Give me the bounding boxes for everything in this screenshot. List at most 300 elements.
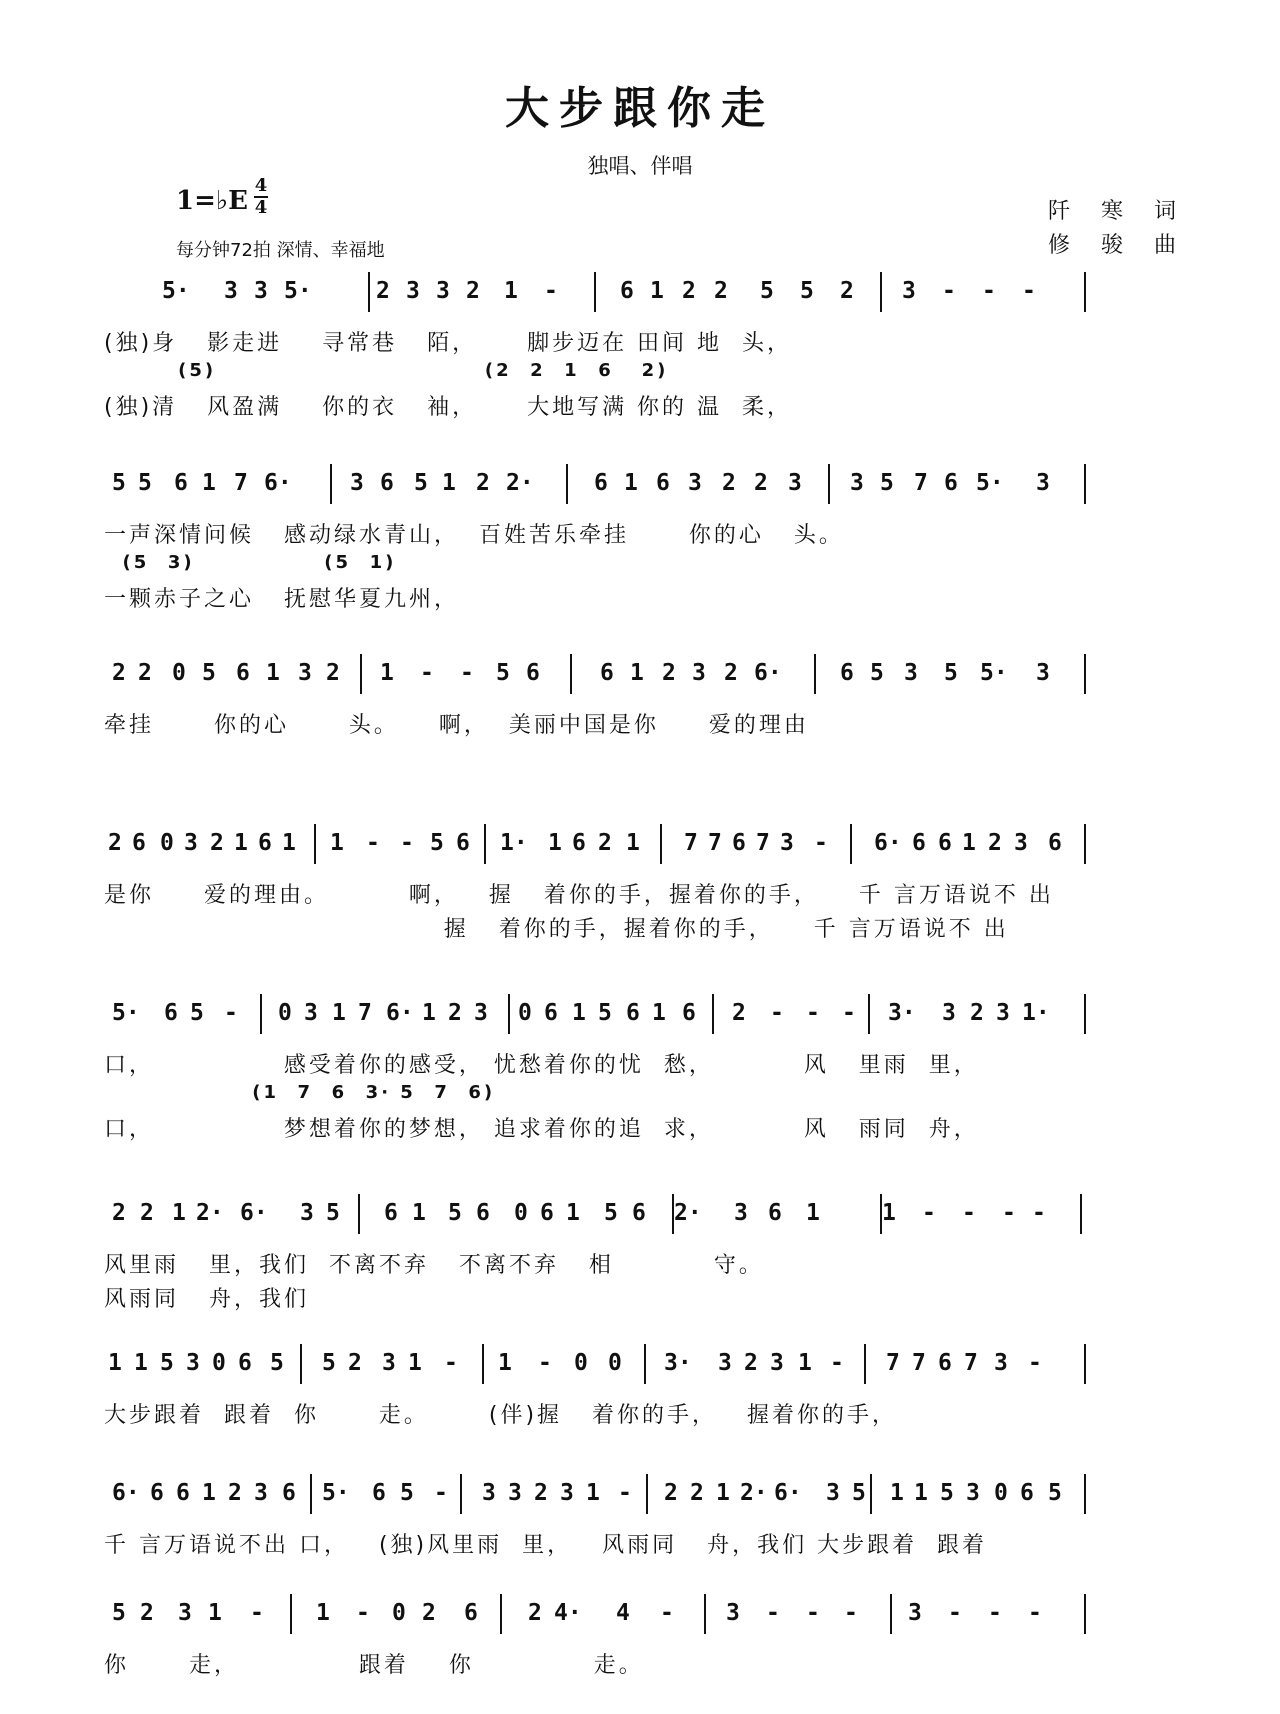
note: 6	[682, 1000, 696, 1026]
meter-bottom: 4	[254, 197, 268, 218]
note: 6	[150, 1480, 164, 1506]
barline	[864, 1344, 866, 1384]
note-row	[104, 1480, 1194, 1520]
note: -	[1032, 1200, 1046, 1226]
note: 3	[560, 1480, 574, 1506]
alt-notes: (5 3) (5 1)	[104, 552, 397, 573]
note: 5	[760, 278, 774, 304]
note: 3	[474, 1000, 488, 1026]
alt-notes: (5) (2 2 1 6 2)	[104, 360, 669, 381]
note: 2	[682, 278, 696, 304]
note: 7	[964, 1350, 978, 1376]
note: 3	[1014, 830, 1028, 856]
note: 0	[172, 660, 186, 686]
note: 1	[108, 1350, 122, 1376]
note: 3	[850, 470, 864, 496]
note: 5	[202, 660, 216, 686]
note: 6	[840, 660, 854, 686]
barline	[1084, 994, 1086, 1034]
note: 2	[534, 1480, 548, 1506]
note: -	[766, 1600, 780, 1626]
lyric-line: 一声深情问候 感动绿水青山， 百姓苦乐牵挂 你的心 头。	[104, 523, 844, 548]
note: -	[842, 1000, 856, 1026]
note: 5·	[162, 278, 190, 304]
note-row	[104, 830, 1194, 870]
note: 3	[482, 1480, 496, 1506]
note: 3	[826, 1480, 840, 1506]
note: 1	[716, 1480, 730, 1506]
barline	[672, 1194, 674, 1234]
note: 3	[688, 470, 702, 496]
meter-top: 4	[254, 175, 268, 196]
note: 6	[526, 660, 540, 686]
lyric-line: 口， 感受着你的感受， 忧愁着你的忧 愁， 风 里雨 里，	[104, 1053, 979, 1078]
note: 5	[944, 660, 958, 686]
barline	[360, 654, 362, 694]
note: 5	[270, 1350, 284, 1376]
note: 6	[600, 660, 614, 686]
lyric-line: 口， 梦想着你的梦想， 追求着你的追 求， 风 雨同 舟，	[104, 1117, 979, 1142]
note: -	[618, 1480, 632, 1506]
barline	[1084, 272, 1086, 312]
note: 3	[770, 1350, 784, 1376]
note: -	[1028, 1350, 1042, 1376]
note: 0	[574, 1350, 588, 1376]
alt-notes: (1 7 6 3· 5 7 6)	[104, 1082, 496, 1103]
note: 2	[140, 1600, 154, 1626]
note: 5	[414, 470, 428, 496]
note: 5	[940, 1480, 954, 1506]
barline	[704, 1594, 706, 1634]
note: 3	[908, 1600, 922, 1626]
note: -	[982, 278, 996, 304]
note-row	[104, 470, 1194, 510]
note: 5	[800, 278, 814, 304]
note: 1	[572, 1000, 586, 1026]
barline	[814, 654, 816, 694]
note: 2	[210, 830, 224, 856]
note: 0	[212, 1350, 226, 1376]
barline	[570, 654, 572, 694]
note: 7	[886, 1350, 900, 1376]
note: 3	[692, 660, 706, 686]
note: 6	[944, 470, 958, 496]
barline	[660, 824, 662, 864]
lyricist-credit: 阡 寒 词	[1048, 199, 1188, 224]
note: -	[224, 1000, 238, 1026]
note: 5·	[322, 1480, 350, 1506]
note: 5·	[976, 470, 1004, 496]
note: 3	[994, 1350, 1008, 1376]
note: 3	[734, 1200, 748, 1226]
subtitle: 独唱、伴唱	[587, 154, 693, 178]
note: 2	[376, 278, 390, 304]
barline	[566, 464, 568, 504]
note: 1	[630, 660, 644, 686]
note: 6	[938, 1350, 952, 1376]
lyric-line: (独)身 影走进 寻常巷 陌， 脚步迈在 田间 地 头，	[104, 331, 793, 356]
barline	[1084, 1594, 1086, 1634]
note: 0	[160, 830, 174, 856]
barline	[646, 1474, 648, 1514]
note-row	[104, 1200, 1194, 1240]
note: 3	[996, 1000, 1010, 1026]
note: 3	[904, 660, 918, 686]
note: 5	[880, 470, 894, 496]
note: -	[434, 1480, 448, 1506]
note: 3	[436, 278, 450, 304]
note: -	[460, 660, 474, 686]
note: 5·	[980, 660, 1008, 686]
note: -	[1002, 1200, 1016, 1226]
note: 3	[298, 660, 312, 686]
note: 1	[498, 1350, 512, 1376]
barline	[1084, 824, 1086, 864]
note: 6	[540, 1200, 554, 1226]
note: 3	[966, 1480, 980, 1506]
note: 1	[202, 470, 216, 496]
barline	[1084, 1344, 1086, 1384]
note: 0	[392, 1600, 406, 1626]
note: 2	[422, 1600, 436, 1626]
barline	[712, 994, 714, 1034]
note: -	[806, 1600, 820, 1626]
note: -	[250, 1600, 264, 1626]
note: 2	[690, 1480, 704, 1506]
note: 1	[626, 830, 640, 856]
lyric-line: 一颗赤子之心 抚慰华夏九州，	[104, 587, 459, 612]
note: 7	[234, 470, 248, 496]
page-title: 大步跟你走	[505, 83, 775, 134]
note: 0	[518, 1000, 532, 1026]
note: -	[366, 830, 380, 856]
note: 6	[380, 470, 394, 496]
note: 6	[384, 1200, 398, 1226]
barline	[358, 1194, 360, 1234]
note: 6·	[754, 660, 782, 686]
note: 1	[566, 1200, 580, 1226]
barline	[1084, 464, 1086, 504]
note: -	[544, 278, 558, 304]
note: 2	[732, 1000, 746, 1026]
note: 2·	[196, 1200, 224, 1226]
note: 6	[238, 1350, 252, 1376]
note: 2	[722, 470, 736, 496]
note: 1	[624, 470, 638, 496]
note: -	[660, 1600, 674, 1626]
note: 5	[112, 470, 126, 496]
note: 5	[604, 1200, 618, 1226]
note: -	[814, 830, 828, 856]
note: 6	[1020, 1480, 1034, 1506]
note: 6	[176, 1480, 190, 1506]
note: 2	[664, 1480, 678, 1506]
note: 3	[304, 1000, 318, 1026]
note: 3	[902, 278, 916, 304]
note: 6·	[240, 1200, 268, 1226]
note: 3	[254, 278, 268, 304]
note: 3	[254, 1480, 268, 1506]
note: 1	[412, 1200, 426, 1226]
note: 1	[208, 1600, 222, 1626]
note-row	[104, 1350, 1194, 1390]
note: 4·	[554, 1600, 582, 1626]
barline	[482, 1344, 484, 1384]
note: 1	[890, 1480, 904, 1506]
note: 1	[134, 1350, 148, 1376]
note: 1	[548, 830, 562, 856]
note: 6	[572, 830, 586, 856]
note: -	[400, 830, 414, 856]
note: 7	[912, 1350, 926, 1376]
note: 0	[278, 1000, 292, 1026]
barline	[890, 1594, 892, 1634]
note: 3·	[664, 1350, 692, 1376]
note: 2	[108, 830, 122, 856]
note: 5	[112, 1600, 126, 1626]
note: 6	[544, 1000, 558, 1026]
barline	[870, 1474, 872, 1514]
note: 0	[994, 1480, 1008, 1506]
note: 3	[184, 830, 198, 856]
note: 6·	[112, 1480, 140, 1506]
note: 6	[174, 470, 188, 496]
note: 3	[350, 470, 364, 496]
note: 5·	[112, 1000, 140, 1026]
note: -	[444, 1350, 458, 1376]
note: 1	[380, 660, 394, 686]
note: 5	[322, 1350, 336, 1376]
note: 2·	[506, 470, 534, 496]
lyric-line: 千 言万语说不出 口， (独)风里雨 里， 风雨同 舟，我们 大步跟着 跟着	[104, 1533, 988, 1558]
note: 5	[598, 1000, 612, 1026]
note: 1	[316, 1600, 330, 1626]
note: 1	[586, 1480, 600, 1506]
note: 3·	[888, 1000, 916, 1026]
note: 6	[768, 1200, 782, 1226]
note: 6	[938, 830, 952, 856]
note-row	[104, 660, 1194, 700]
note: 6	[372, 1480, 386, 1506]
note: -	[1028, 1600, 1042, 1626]
barline	[314, 824, 316, 864]
note: 1	[266, 660, 280, 686]
barline	[868, 994, 870, 1034]
note: 2·	[740, 1480, 768, 1506]
note: 7	[358, 1000, 372, 1026]
note: 2	[528, 1600, 542, 1626]
note: 1	[234, 830, 248, 856]
note: 3	[788, 470, 802, 496]
note: 5	[496, 660, 510, 686]
note: 3	[178, 1600, 192, 1626]
lyric-line: 是你 爱的理由。 啊， 握 着你的手，握着你的手， 千 言万语说不 出	[104, 883, 1054, 908]
barline	[460, 1474, 462, 1514]
note: 6	[620, 278, 634, 304]
note: 6	[236, 660, 250, 686]
note: 1	[282, 830, 296, 856]
note: 7	[756, 830, 770, 856]
note: 3	[224, 278, 238, 304]
note: 2	[724, 660, 738, 686]
note: 5	[400, 1480, 414, 1506]
note: 3	[1036, 660, 1050, 686]
note: 6	[732, 830, 746, 856]
note: 2	[112, 660, 126, 686]
note: 1	[504, 278, 518, 304]
note: 2	[988, 830, 1002, 856]
note: -	[830, 1350, 844, 1376]
note: 6	[164, 1000, 178, 1026]
note: 3	[780, 830, 794, 856]
note: 2·	[674, 1200, 702, 1226]
note: 2	[138, 660, 152, 686]
note: 6	[912, 830, 926, 856]
note: -	[770, 1000, 784, 1026]
note: 5·	[284, 278, 312, 304]
composer-credit: 修 骏 曲	[1048, 233, 1188, 258]
note: 1·	[500, 830, 528, 856]
note: -	[942, 278, 956, 304]
note: 2	[970, 1000, 984, 1026]
lyric-line: 风雨同 舟，我们	[104, 1287, 309, 1312]
note: 2	[326, 660, 340, 686]
time-signature	[254, 176, 268, 218]
barline	[1084, 1474, 1086, 1514]
note: 3	[718, 1350, 732, 1376]
note: 1·	[1022, 1000, 1050, 1026]
note: 2	[754, 470, 768, 496]
note: 2	[140, 1200, 154, 1226]
note: 2	[448, 1000, 462, 1026]
barline	[1084, 654, 1086, 694]
barline	[1080, 1194, 1082, 1234]
note: 0	[608, 1350, 622, 1376]
note: 3	[726, 1600, 740, 1626]
note: 1	[806, 1200, 820, 1226]
note: 2	[714, 278, 728, 304]
note: -	[1022, 278, 1036, 304]
note: -	[356, 1600, 370, 1626]
note: 5	[138, 470, 152, 496]
note: 5	[1048, 1480, 1062, 1506]
note: -	[922, 1200, 936, 1226]
barline	[508, 994, 510, 1034]
note: 6	[1048, 830, 1062, 856]
note: 1	[882, 1200, 896, 1226]
note-row	[104, 1000, 1194, 1040]
note: 6	[258, 830, 272, 856]
lyric-line: 你 走， 跟着 你 走。	[104, 1653, 644, 1678]
barline	[828, 464, 830, 504]
note: 5	[160, 1350, 174, 1376]
note: 6	[632, 1200, 646, 1226]
note: 6·	[264, 470, 292, 496]
note: 1	[408, 1350, 422, 1376]
barline	[484, 824, 486, 864]
note: 1	[652, 1000, 666, 1026]
barline	[260, 994, 262, 1034]
barline	[850, 824, 852, 864]
note: 2	[598, 830, 612, 856]
note: 0	[514, 1200, 528, 1226]
tempo-marking: 每分钟72拍 深情、幸福地	[176, 240, 385, 261]
note: 1	[422, 1000, 436, 1026]
note: 6	[132, 830, 146, 856]
note: 2	[348, 1350, 362, 1376]
note: 3	[300, 1200, 314, 1226]
note: 3	[406, 278, 420, 304]
note: 6	[282, 1480, 296, 1506]
note: 6	[476, 1200, 490, 1226]
note: 1	[330, 830, 344, 856]
note: -	[844, 1600, 858, 1626]
lyric-line: 大步跟着 跟着 你 走。 (伴)握 着你的手， 握着你的手，	[104, 1403, 898, 1428]
note: 4	[616, 1600, 630, 1626]
note-row	[104, 1600, 1194, 1640]
note: -	[988, 1600, 1002, 1626]
note: 7	[684, 830, 698, 856]
note: 1	[172, 1200, 186, 1226]
barline	[880, 272, 882, 312]
barline	[500, 1594, 502, 1634]
note: 2	[840, 278, 854, 304]
note: 6	[656, 470, 670, 496]
barline	[880, 1194, 882, 1234]
barline	[290, 1594, 292, 1634]
note: 5	[852, 1480, 866, 1506]
note: 2	[662, 660, 676, 686]
note: 5	[190, 1000, 204, 1026]
barline	[330, 464, 332, 504]
note: 2	[476, 470, 490, 496]
note: 6	[626, 1000, 640, 1026]
note: 3	[1036, 470, 1050, 496]
note: 6·	[774, 1480, 802, 1506]
note: 3	[186, 1350, 200, 1376]
note-row	[104, 278, 1194, 318]
note: 3	[382, 1350, 396, 1376]
note: 5	[326, 1200, 340, 1226]
note: 2	[112, 1200, 126, 1226]
lyric-line: 牵挂 你的心 头。 啊， 美丽中国是你 爱的理由	[104, 713, 809, 738]
note: 1	[442, 470, 456, 496]
key-signature: 1=♭E	[176, 186, 248, 216]
note: 6	[594, 470, 608, 496]
note: 5	[448, 1200, 462, 1226]
note: 2	[744, 1350, 758, 1376]
barline	[368, 272, 370, 312]
barline	[300, 1344, 302, 1384]
note: 7	[914, 470, 928, 496]
lyric-line: 握 着你的手，握着你的手， 千 言万语说不 出	[104, 917, 1009, 942]
note: 7	[708, 830, 722, 856]
note: 5	[870, 660, 884, 686]
note: -	[948, 1600, 962, 1626]
barline	[644, 1344, 646, 1384]
lyric-line: (独)清 风盈满 你的衣 袖， 大地写满 你的 温 柔，	[104, 395, 793, 420]
note: 6	[456, 830, 470, 856]
note: 6·	[386, 1000, 414, 1026]
note: 1	[332, 1000, 346, 1026]
note: 1	[962, 830, 976, 856]
note: 2	[228, 1480, 242, 1506]
barline	[310, 1474, 312, 1514]
note: 2	[466, 278, 480, 304]
note: 6	[464, 1600, 478, 1626]
note: 1	[202, 1480, 216, 1506]
note: 6·	[874, 830, 902, 856]
